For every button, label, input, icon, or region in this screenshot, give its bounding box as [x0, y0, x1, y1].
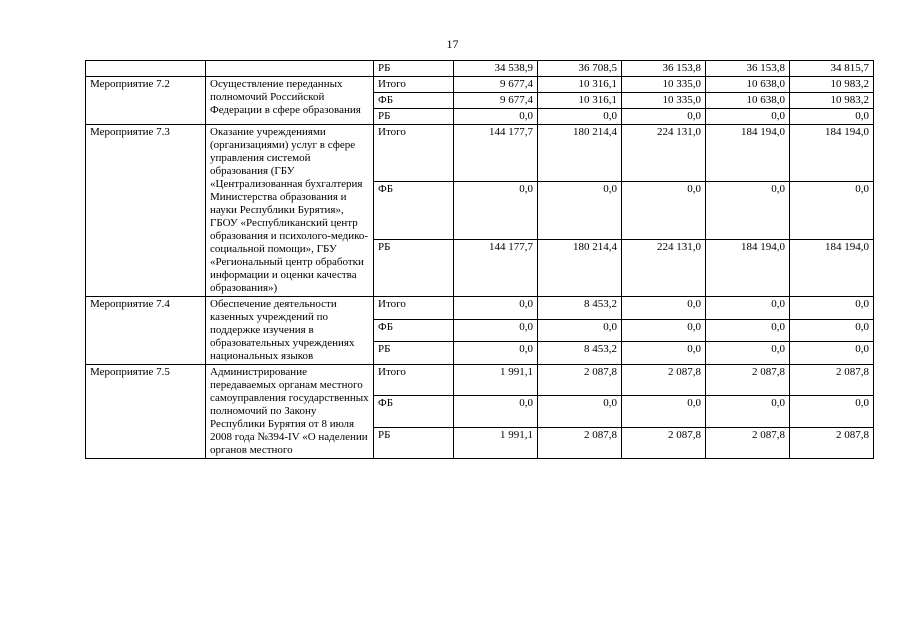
- amount-cell: 2 087,8: [538, 365, 622, 396]
- amount-cell: 10 638,0: [706, 77, 790, 93]
- amount-cell: 36 153,8: [706, 61, 790, 77]
- amount-cell: 0,0: [622, 319, 706, 342]
- event-name-cell: Мероприятие 7.3: [86, 125, 206, 297]
- amount-cell: 0,0: [454, 109, 538, 125]
- amount-cell: 0,0: [706, 109, 790, 125]
- amount-cell: 10 335,0: [622, 93, 706, 109]
- amount-cell: 2 087,8: [706, 365, 790, 396]
- amount-cell: 9 677,4: [454, 77, 538, 93]
- amount-cell: 184 194,0: [706, 125, 790, 182]
- amount-cell: 0,0: [538, 319, 622, 342]
- funding-source-cell: ФБ: [374, 396, 454, 427]
- amount-cell: 34 815,7: [790, 61, 874, 77]
- amount-cell: 0,0: [538, 182, 622, 239]
- amount-cell: 34 538,9: [454, 61, 538, 77]
- funding-source-cell: РБ: [374, 109, 454, 125]
- funding-source-cell: Итого: [374, 77, 454, 93]
- amount-cell: 0,0: [454, 182, 538, 239]
- description-cell-empty: [206, 61, 374, 77]
- amount-cell: 0,0: [706, 342, 790, 365]
- table-row-continuation: [86, 61, 874, 77]
- amount-cell: 0,0: [454, 396, 538, 427]
- amount-cell: 10 983,2: [790, 93, 874, 109]
- table-row: [86, 297, 874, 320]
- amount-cell: 0,0: [622, 342, 706, 365]
- event-description-cell: Осуществление переданных полномочий Российской Федерации в сфере образования: [206, 77, 374, 125]
- amount-cell: 0,0: [454, 297, 538, 320]
- amount-cell: 0,0: [790, 396, 874, 427]
- amount-cell: 0,0: [790, 319, 874, 342]
- amount-cell: 2 087,8: [790, 365, 874, 396]
- amount-cell: 10 335,0: [622, 77, 706, 93]
- amount-cell: 9 677,4: [454, 93, 538, 109]
- amount-cell: 1 991,1: [454, 427, 538, 458]
- amount-cell: 0,0: [622, 396, 706, 427]
- amount-cell: 0,0: [454, 342, 538, 365]
- amount-cell: 2 087,8: [622, 365, 706, 396]
- amount-cell: 0,0: [790, 342, 874, 365]
- amount-cell: 36 708,5: [538, 61, 622, 77]
- table-row: [86, 77, 874, 93]
- funding-source-cell: Итого: [374, 297, 454, 320]
- amount-cell: 10 638,0: [706, 93, 790, 109]
- amount-cell: 224 131,0: [622, 125, 706, 182]
- event-name-cell: Мероприятие 7.4: [86, 297, 206, 365]
- amount-cell: 0,0: [790, 182, 874, 239]
- page-number: 17: [446, 37, 459, 51]
- amount-cell: 0,0: [538, 396, 622, 427]
- amount-cell: 184 194,0: [790, 125, 874, 182]
- amount-cell: 2 087,8: [706, 427, 790, 458]
- amount-cell: 2 087,8: [538, 427, 622, 458]
- amount-cell: 10 316,1: [538, 93, 622, 109]
- amount-cell: 180 214,4: [538, 125, 622, 182]
- amount-cell: 10 983,2: [790, 77, 874, 93]
- amount-cell: 184 194,0: [706, 239, 790, 296]
- event-description-cell: Обеспечение деятельности казенных учреждений по поддержке изучения в образовательных учреждениях национальных языков: [206, 297, 374, 365]
- event-description-cell: Администрирование передаваемых органам местного самоуправления государственных полномочий по Закону Республики Бурятия от 8 июля 2008 года №394-IV «О наделении органов местного: [206, 365, 374, 459]
- amount-cell: 180 214,4: [538, 239, 622, 296]
- event-cell-empty: [86, 61, 206, 77]
- amount-cell: 2 087,8: [790, 427, 874, 458]
- event-description-cell: Оказание учреждениями (организациями) услуг в сфере управления системой образования (ГБУ «Централизованная бухгалтерия Министерства образования и науки Республики Бурятия», ГБОУ «Республиканский центр образования и психолого-медико-социальной помощи», ГБУ «Региональный центр обработки информации и оценки качества образования»): [206, 125, 374, 297]
- amount-cell: 36 153,8: [622, 61, 706, 77]
- funding-source-cell: ФБ: [374, 93, 454, 109]
- amount-cell: 0,0: [706, 297, 790, 320]
- event-name-cell: Мероприятие 7.2: [86, 77, 206, 125]
- funding-source-cell: Итого: [374, 125, 454, 182]
- amount-cell: 0,0: [790, 109, 874, 125]
- amount-cell: 0,0: [454, 319, 538, 342]
- amount-cell: 0,0: [622, 182, 706, 239]
- funding-source-cell: РБ: [374, 342, 454, 365]
- amount-cell: 2 087,8: [622, 427, 706, 458]
- amount-cell: 8 453,2: [538, 342, 622, 365]
- funding-source-cell: РБ: [374, 239, 454, 296]
- table-row: [86, 125, 874, 182]
- amount-cell: 10 316,1: [538, 77, 622, 93]
- amount-cell: 1 991,1: [454, 365, 538, 396]
- amount-cell: 224 131,0: [622, 239, 706, 296]
- amount-cell: 0,0: [790, 297, 874, 320]
- event-name-cell: Мероприятие 7.5: [86, 365, 206, 459]
- amount-cell: 144 177,7: [454, 125, 538, 182]
- amount-cell: 0,0: [706, 396, 790, 427]
- funding-source-cell: ФБ: [374, 182, 454, 239]
- funding-source-cell: ФБ: [374, 319, 454, 342]
- amount-cell: 8 453,2: [538, 297, 622, 320]
- funding-source-cell: Итого: [374, 365, 454, 396]
- amount-cell: 0,0: [706, 319, 790, 342]
- budget-table: [85, 60, 874, 459]
- funding-source-cell: РБ: [374, 61, 454, 77]
- amount-cell: 184 194,0: [790, 239, 874, 296]
- table-row: [86, 365, 874, 396]
- amount-cell: 0,0: [706, 182, 790, 239]
- amount-cell: 0,0: [622, 109, 706, 125]
- amount-cell: 0,0: [622, 297, 706, 320]
- amount-cell: 0,0: [538, 109, 622, 125]
- funding-source-cell: РБ: [374, 427, 454, 458]
- amount-cell: 144 177,7: [454, 239, 538, 296]
